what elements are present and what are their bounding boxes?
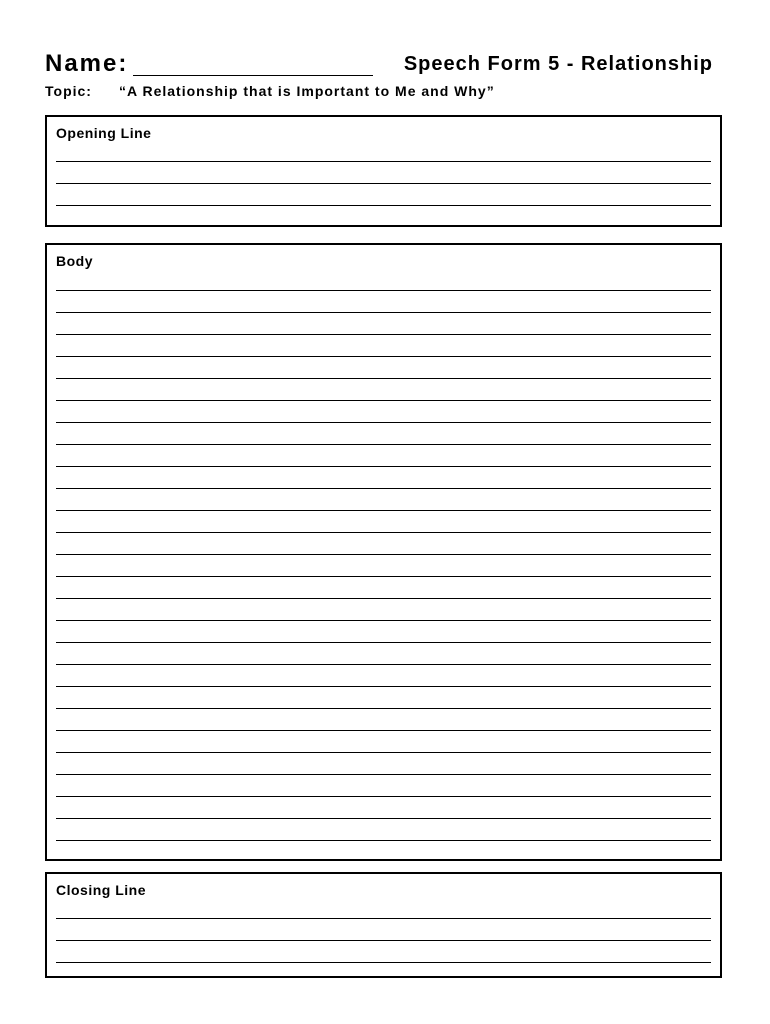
body-write-line[interactable]: [56, 752, 711, 753]
closing-line-section: [45, 872, 722, 978]
closing-line-title: Closing Line: [56, 882, 146, 898]
body-write-line[interactable]: [56, 686, 711, 687]
opening-line-section: [45, 115, 722, 227]
body-write-line[interactable]: [56, 400, 711, 401]
name-label: Name:: [45, 50, 129, 77]
body-write-line[interactable]: [56, 730, 711, 731]
closing-write-line[interactable]: [56, 962, 711, 963]
body-write-line[interactable]: [56, 290, 711, 291]
body-write-line[interactable]: [56, 510, 711, 511]
body-write-line[interactable]: [56, 334, 711, 335]
body-write-line[interactable]: [56, 554, 711, 555]
body-write-line[interactable]: [56, 818, 711, 819]
body-write-line[interactable]: [56, 488, 711, 489]
body-write-line[interactable]: [56, 312, 711, 313]
body-write-line[interactable]: [56, 708, 711, 709]
header: [45, 50, 725, 82]
body-title: Body: [56, 253, 93, 269]
body-write-line[interactable]: [56, 796, 711, 797]
body-write-line[interactable]: [56, 532, 711, 533]
opening-write-line[interactable]: [56, 161, 711, 162]
body-write-line[interactable]: [56, 664, 711, 665]
topic-value: “A Relationship that is Important to Me and Why”: [119, 83, 495, 99]
body-write-line[interactable]: [56, 840, 711, 841]
topic-label: Topic:: [45, 83, 92, 99]
closing-write-line[interactable]: [56, 918, 711, 919]
body-write-line[interactable]: [56, 642, 711, 643]
body-write-line[interactable]: [56, 356, 711, 357]
body-write-line[interactable]: [56, 466, 711, 467]
name-write-line[interactable]: [133, 75, 373, 76]
opening-line-title: Opening Line: [56, 125, 152, 141]
body-write-line[interactable]: [56, 598, 711, 599]
body-write-line[interactable]: [56, 774, 711, 775]
body-section: [45, 243, 722, 861]
closing-write-line[interactable]: [56, 940, 711, 941]
opening-write-line[interactable]: [56, 183, 711, 184]
topic-row: [45, 83, 495, 99]
body-write-line[interactable]: [56, 620, 711, 621]
body-write-line[interactable]: [56, 378, 711, 379]
opening-write-line[interactable]: [56, 205, 711, 206]
body-write-line[interactable]: [56, 422, 711, 423]
form-title: Speech Form 5 - Relationship: [403, 53, 713, 75]
body-write-line[interactable]: [56, 444, 711, 445]
body-write-line[interactable]: [56, 576, 711, 577]
